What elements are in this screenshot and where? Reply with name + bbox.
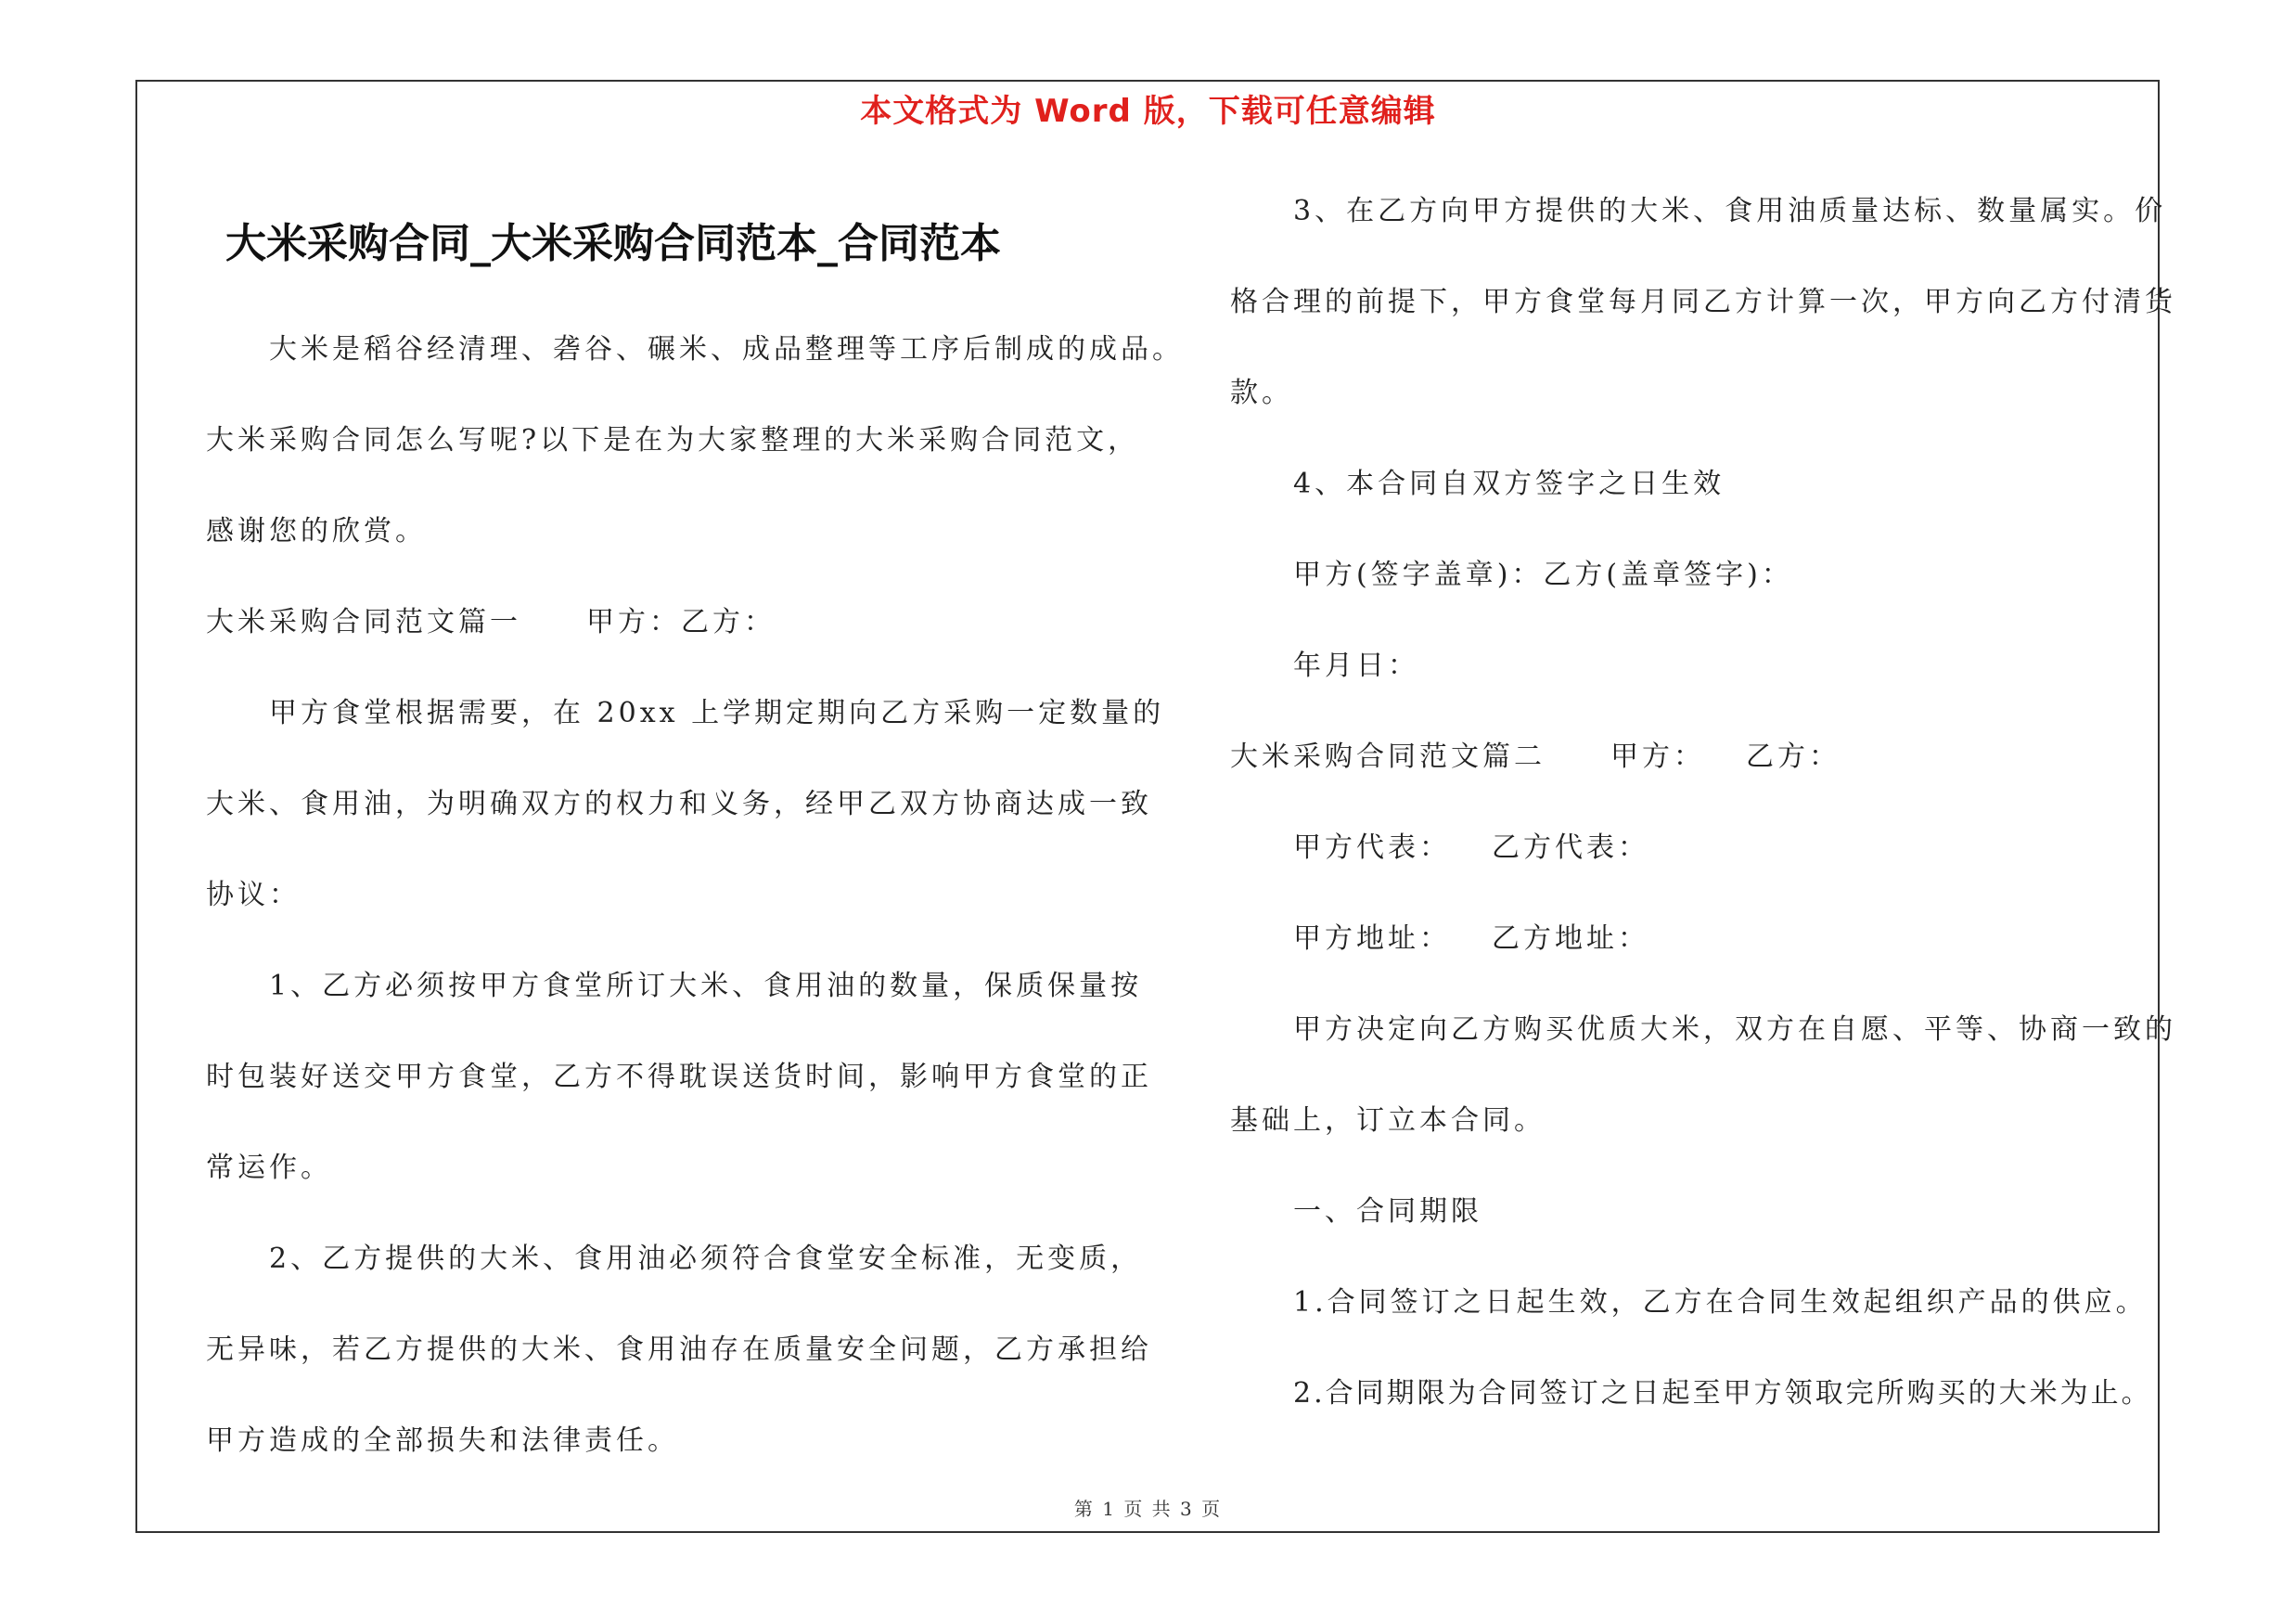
paragraph-line: 基础上，订立本合同。 xyxy=(1230,1104,1546,1137)
paragraph-line: 甲方食堂根据需要，在 20xx 上学期定期向乙方采购一定数量的 xyxy=(269,697,1165,729)
page-footer: 第 1 页 共 3 页 xyxy=(1073,1498,1223,1520)
paragraph-line: 1.合同签订之日起生效，乙方在合同生效起组织产品的供应。 xyxy=(1293,1286,2148,1319)
heading-label: 大米采购合同范文篇一 xyxy=(206,606,521,638)
rep-a: 甲方代表： xyxy=(1293,831,1451,864)
heading-label: 大米采购合同范文篇二 xyxy=(1230,741,1546,773)
heading-party-b: 乙方： xyxy=(1746,741,1841,773)
date-line: 年月日： xyxy=(1293,650,1419,682)
paragraph-line: 甲方造成的全部损失和法律责任。 xyxy=(206,1424,679,1457)
section-heading-1 xyxy=(206,604,776,641)
paragraph-line: 3、在乙方向甲方提供的大米、食用油质量达标、数量属实。价 xyxy=(1293,195,2167,227)
paragraph-line: 感谢您的欣赏。 xyxy=(206,515,427,547)
paragraph-line: 无异味，若乙方提供的大米、食用油存在质量安全问题，乙方承担给 xyxy=(206,1333,1152,1366)
format-banner: 本文格式为 Word 版，下载可任意编辑 xyxy=(860,93,1436,130)
representative-line xyxy=(1230,830,1649,867)
addr-b: 乙方地址： xyxy=(1492,922,1649,955)
rep-b: 乙方代表： xyxy=(1492,831,1649,864)
addr-a: 甲方地址： xyxy=(1293,922,1451,955)
paragraph-line: 2、乙方提供的大米、食用油必须符合食堂安全标准，无变质， xyxy=(269,1243,1143,1275)
address-line xyxy=(1230,921,1649,958)
paragraph-line: 甲方决定向乙方购买优质大米，双方在自愿、平等、协商一致的 xyxy=(1293,1013,2176,1046)
clause-heading: 一、合同期限 xyxy=(1293,1195,1482,1228)
paragraph-line: 常运作。 xyxy=(206,1152,332,1184)
section-heading-2 xyxy=(1230,739,1841,776)
paragraph-line: 2.合同期限为合同签订之日起至甲方领取完所购买的大米为止。 xyxy=(1293,1377,2152,1410)
paragraph-line: 1、乙方必须按甲方食堂所订大米、食用油的数量，保质保量按 xyxy=(269,970,1143,1002)
paragraph-line: 协议： xyxy=(206,879,301,911)
paragraph-line: 格合理的前提下，甲方食堂每月同乙方计算一次，甲方向乙方付清货 xyxy=(1230,286,2176,318)
signature-line: 甲方(签字盖章)：乙方(盖章签字)： xyxy=(1293,559,1793,591)
document-title: 大米采购合同_大米采购合同范本_合同范本 xyxy=(225,220,1001,267)
paragraph-line: 大米是稻谷经清理、砻谷、碾米、成品整理等工序后制成的成品。 xyxy=(269,333,1184,366)
paragraph-line: 4、本合同自双方签字之日生效 xyxy=(1293,468,1725,500)
heading-parties: 甲方：乙方： xyxy=(586,606,776,638)
paragraph-line: 款。 xyxy=(1230,377,1293,409)
paragraph-line: 大米采购合同怎么写呢?以下是在为大家整理的大米采购合同范文， xyxy=(206,424,1140,457)
paragraph-line: 大米、食用油，为明确双方的权力和义务，经甲乙双方协商达成一致 xyxy=(206,788,1152,820)
heading-party-a: 甲方： xyxy=(1610,741,1705,773)
paragraph-line: 时包装好送交甲方食堂，乙方不得耽误送货时间，影响甲方食堂的正 xyxy=(206,1061,1152,1093)
